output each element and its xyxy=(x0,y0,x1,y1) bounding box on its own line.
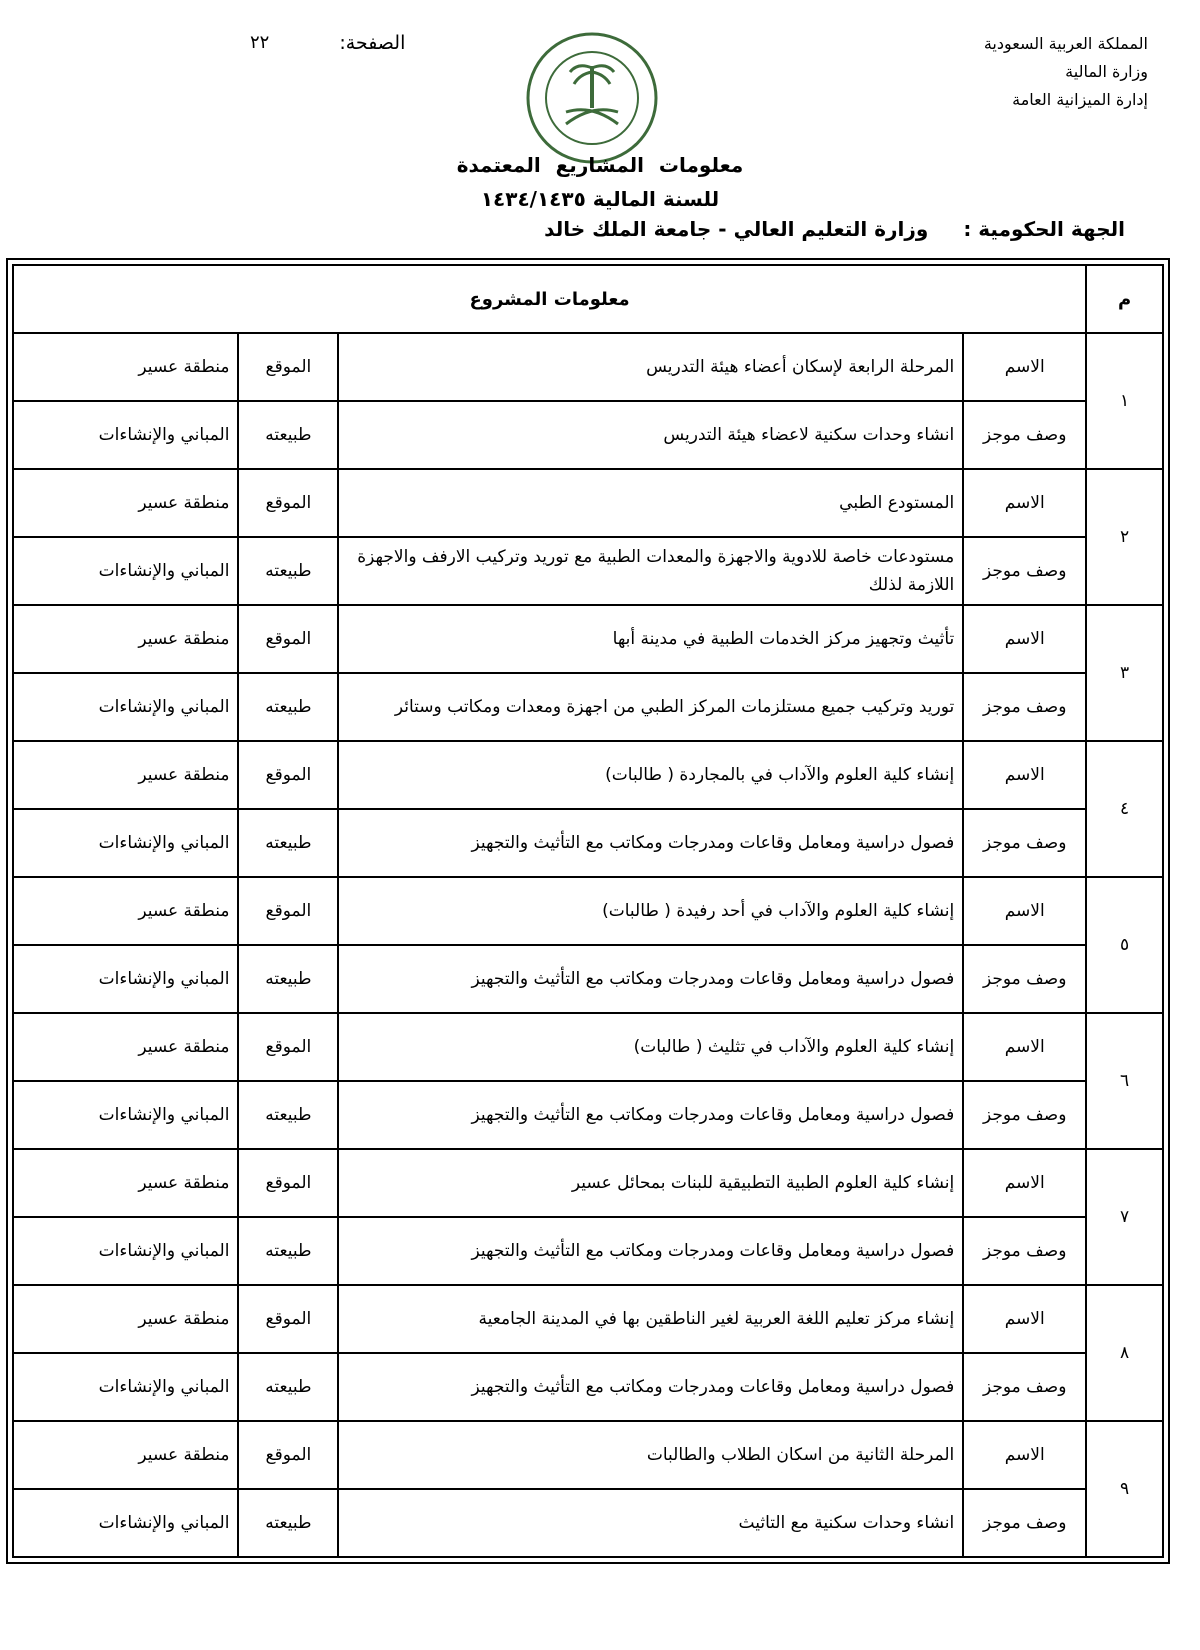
projects-table xyxy=(12,264,1164,1558)
location-label: الموقع xyxy=(238,605,338,673)
location-label: الموقع xyxy=(238,1421,338,1489)
project-description: انشاء وحدات سكنية لاعضاء هيئة التدريس xyxy=(338,401,963,469)
table-row xyxy=(13,537,1163,605)
location-label: الموقع xyxy=(238,877,338,945)
location-label: الموقع xyxy=(238,1285,338,1353)
project-type: المباني والإنشاءات xyxy=(13,1217,238,1285)
description-label: وصف موجز xyxy=(963,809,1086,877)
type-label: طبيعته xyxy=(238,673,338,741)
name-label: الاسم xyxy=(963,1285,1086,1353)
description-label: وصف موجز xyxy=(963,1353,1086,1421)
project-name: إنشاء كلية العلوم والآداب في بالمجاردة ( طالبات) xyxy=(338,741,963,809)
table-row xyxy=(13,469,1163,537)
project-location: منطقة عسير xyxy=(13,333,238,401)
page-label: الصفحة: xyxy=(339,32,406,54)
location-label: الموقع xyxy=(238,469,338,537)
project-type: المباني والإنشاءات xyxy=(13,401,238,469)
project-type: المباني والإنشاءات xyxy=(13,673,238,741)
description-label: وصف موجز xyxy=(963,945,1086,1013)
project-type: المباني والإنشاءات xyxy=(13,537,238,605)
name-label: الاسم xyxy=(963,469,1086,537)
location-label: الموقع xyxy=(238,741,338,809)
project-location: منطقة عسير xyxy=(13,605,238,673)
description-label: وصف موجز xyxy=(963,1081,1086,1149)
project-number: ٢ xyxy=(1086,469,1163,605)
project-location: منطقة عسير xyxy=(13,469,238,537)
department-name: إدارة الميزانية العامة xyxy=(1012,90,1148,109)
country-name: المملكة العربية السعودية xyxy=(983,34,1148,53)
document-title xyxy=(0,148,1200,216)
table-row xyxy=(13,333,1163,401)
page-number-block xyxy=(250,32,405,54)
table-row xyxy=(13,877,1163,945)
title-line-1: معلومات المشاريع المعتمدة xyxy=(456,153,744,177)
name-label: الاسم xyxy=(963,1149,1086,1217)
project-number: ٩ xyxy=(1086,1421,1163,1557)
table-row xyxy=(13,401,1163,469)
project-location: منطقة عسير xyxy=(13,1421,238,1489)
project-name: المرحلة الرابعة لإسكان أعضاء هيئة التدريس xyxy=(338,333,963,401)
project-description: مستودعات خاصة للادوية والاجهزة والمعدات الطبية مع توريد وتركيب الارفف والاجهزة اللازمة لذلك xyxy=(338,537,963,605)
column-header-info: معلومات المشروع xyxy=(13,265,1086,333)
project-name: إنشاء مركز تعليم اللغة العربية لغير الناطقين بها في المدينة الجامعية xyxy=(338,1285,963,1353)
project-number: ٨ xyxy=(1086,1285,1163,1421)
name-label: الاسم xyxy=(963,605,1086,673)
table-row xyxy=(13,673,1163,741)
project-description: فصول دراسية ومعامل وقاعات ومدرجات ومكاتب مع التأثيث والتجهيز xyxy=(338,1081,963,1149)
type-label: طبيعته xyxy=(238,945,338,1013)
name-label: الاسم xyxy=(963,1421,1086,1489)
project-location: منطقة عسير xyxy=(13,877,238,945)
type-label: طبيعته xyxy=(238,809,338,877)
project-number: ٣ xyxy=(1086,605,1163,741)
type-label: طبيعته xyxy=(238,1353,338,1421)
table-row xyxy=(13,741,1163,809)
project-type: المباني والإنشاءات xyxy=(13,809,238,877)
type-label: طبيعته xyxy=(238,1217,338,1285)
name-label: الاسم xyxy=(963,333,1086,401)
project-name: المرحلة الثانية من اسكان الطلاب والطالبات xyxy=(338,1421,963,1489)
project-type: المباني والإنشاءات xyxy=(13,945,238,1013)
ministry-name: وزارة المالية xyxy=(1065,62,1148,81)
project-description: توريد وتركيب جميع مستلزمات المركز الطبي من اجهزة ومعدات ومكاتب وستائر xyxy=(338,673,963,741)
type-label: طبيعته xyxy=(238,1489,338,1557)
location-label: الموقع xyxy=(238,1013,338,1081)
type-label: طبيعته xyxy=(238,537,338,605)
location-label: الموقع xyxy=(238,1149,338,1217)
project-location: منطقة عسير xyxy=(13,1285,238,1353)
agency-label: الجهة الحكومية : xyxy=(963,217,1125,241)
name-label: الاسم xyxy=(963,877,1086,945)
description-label: وصف موجز xyxy=(963,1489,1086,1557)
project-location: منطقة عسير xyxy=(13,1013,238,1081)
project-name: المستودع الطبي xyxy=(338,469,963,537)
project-description: فصول دراسية ومعامل وقاعات ومدرجات ومكاتب مع التأثيث والتجهيز xyxy=(338,1217,963,1285)
project-description: فصول دراسية ومعامل وقاعات ومدرجات ومكاتب مع التأثيث والتجهيز xyxy=(338,1353,963,1421)
project-name: إنشاء كلية العلوم الطبية التطبيقية للبنات بمحائل عسير xyxy=(338,1149,963,1217)
description-label: وصف موجز xyxy=(963,1217,1086,1285)
project-number: ١ xyxy=(1086,333,1163,469)
project-name: تأثيث وتجهيز مركز الخدمات الطبية في مدينة أبها xyxy=(338,605,963,673)
project-type: المباني والإنشاءات xyxy=(13,1081,238,1149)
project-description: انشاء وحدات سكنية مع التاثيث xyxy=(338,1489,963,1557)
table-row xyxy=(13,1489,1163,1557)
table-row xyxy=(13,945,1163,1013)
project-number: ٤ xyxy=(1086,741,1163,877)
name-label: الاسم xyxy=(963,741,1086,809)
table-header-row xyxy=(13,265,1163,333)
project-type: المباني والإنشاءات xyxy=(13,1353,238,1421)
project-number: ٦ xyxy=(1086,1013,1163,1149)
table-row xyxy=(13,1353,1163,1421)
header-org-block xyxy=(908,30,1148,114)
title-line-2: للسنة المالية ١٤٣٤/١٤٣٥ xyxy=(480,187,720,211)
description-label: وصف موجز xyxy=(963,673,1086,741)
project-location: منطقة عسير xyxy=(13,1149,238,1217)
description-label: وصف موجز xyxy=(963,537,1086,605)
ministry-of-finance-seal-icon xyxy=(522,28,662,168)
table-row xyxy=(13,1013,1163,1081)
location-label: الموقع xyxy=(238,333,338,401)
agency-line xyxy=(544,217,1125,241)
table-row xyxy=(13,809,1163,877)
project-name: إنشاء كلية العلوم والآداب في تثليث ( طالبات) xyxy=(338,1013,963,1081)
project-location: منطقة عسير xyxy=(13,741,238,809)
table-row xyxy=(13,1421,1163,1489)
table-row xyxy=(13,605,1163,673)
project-number: ٥ xyxy=(1086,877,1163,1013)
project-description: فصول دراسية ومعامل وقاعات ومدرجات ومكاتب مع التأثيث والتجهيز xyxy=(338,809,963,877)
type-label: طبيعته xyxy=(238,401,338,469)
table-row xyxy=(13,1285,1163,1353)
project-description: فصول دراسية ومعامل وقاعات ومدرجات ومكاتب مع التأثيث والتجهيز xyxy=(338,945,963,1013)
name-label: الاسم xyxy=(963,1013,1086,1081)
project-number: ٧ xyxy=(1086,1149,1163,1285)
table-row xyxy=(13,1149,1163,1217)
project-name: إنشاء كلية العلوم والآداب في أحد رفيدة ( طالبات) xyxy=(338,877,963,945)
agency-value: وزارة التعليم العالي - جامعة الملك خالد xyxy=(544,217,929,241)
page-number: ٢٢ xyxy=(250,32,270,53)
table-row xyxy=(13,1217,1163,1285)
table-row xyxy=(13,1081,1163,1149)
description-label: وصف موجز xyxy=(963,401,1086,469)
project-type: المباني والإنشاءات xyxy=(13,1489,238,1557)
type-label: طبيعته xyxy=(238,1081,338,1149)
column-header-number: م xyxy=(1086,265,1163,333)
